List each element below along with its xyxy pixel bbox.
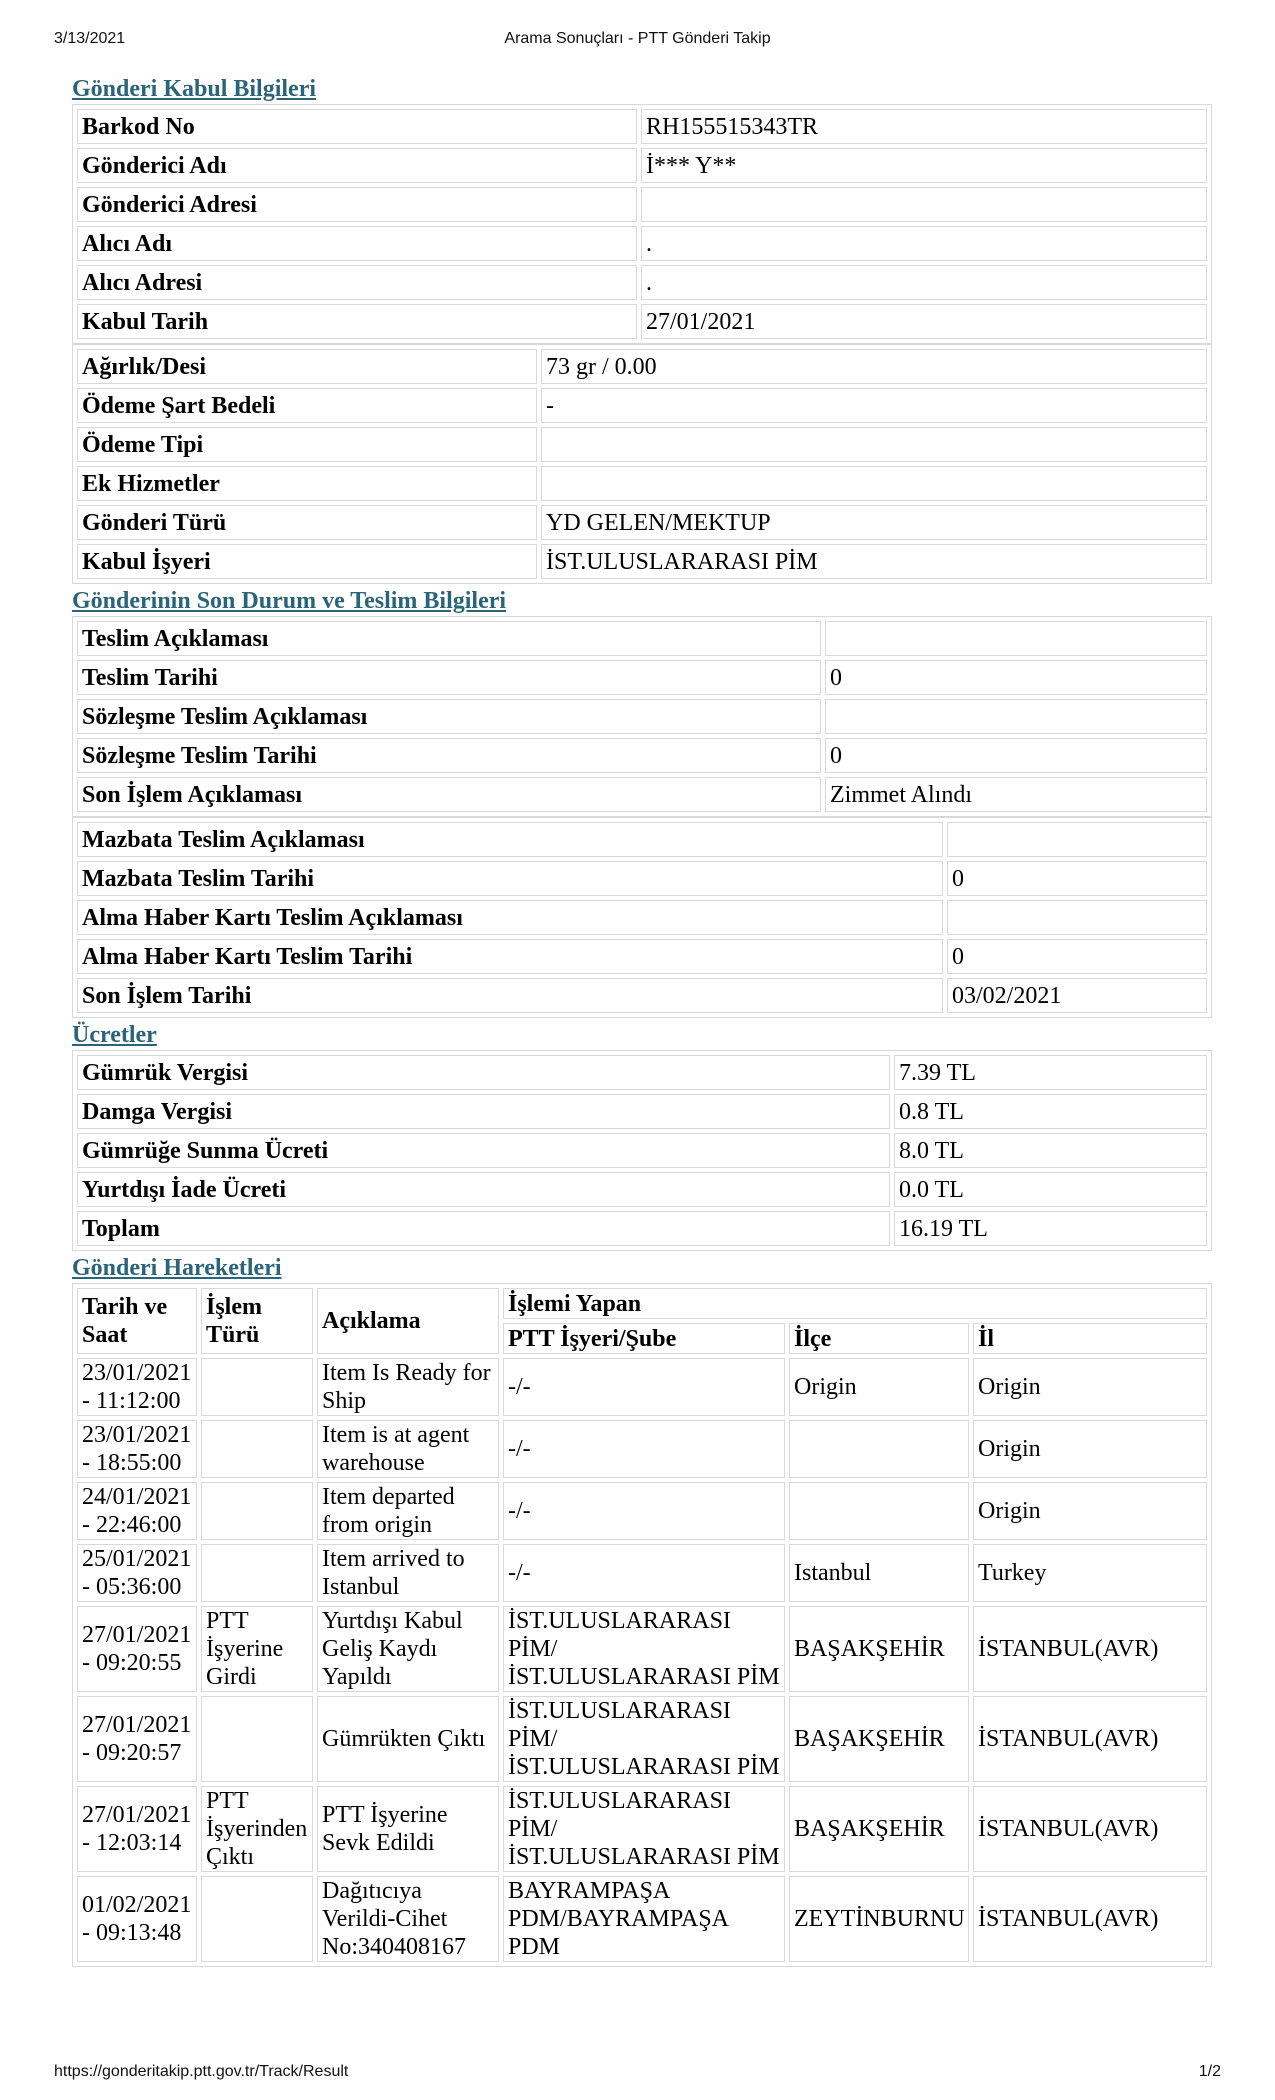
info-label: Alma Haber Kartı Teslim Tarihi (77, 939, 943, 974)
info-label: Gümrük Vergisi (77, 1055, 890, 1090)
cell-islem (201, 1482, 313, 1540)
cell-aciklama: Item is at agent warehouse (317, 1420, 499, 1478)
hareketler-section-title[interactable]: Gönderi Hareketleri (72, 1255, 282, 1281)
info-row (77, 660, 1207, 695)
cell-islem (201, 1696, 313, 1782)
table-row (77, 1420, 1207, 1478)
cell-isyeri: -/- (503, 1358, 785, 1416)
teslim-table-1 (72, 616, 1212, 817)
cell-ilce: BAŞAKŞEHİR (789, 1696, 969, 1782)
info-label: Gönderi Türü (77, 505, 537, 540)
info-label: Ödeme Şart Bedeli (77, 388, 537, 423)
kabul-section-title[interactable]: Gönderi Kabul Bilgileri (72, 76, 317, 102)
info-value: 8.0 TL (894, 1133, 1207, 1168)
info-value: 0 (947, 861, 1207, 896)
info-row (77, 1094, 1207, 1129)
teslim-table-2 (72, 817, 1212, 1018)
col-il: İl (973, 1323, 1207, 1354)
info-label: Yurtdışı İade Ücreti (77, 1172, 890, 1207)
col-yapan: İşlemi Yapan (503, 1288, 1207, 1319)
info-label: Mazbata Teslim Tarihi (77, 861, 943, 896)
cell-il: Origin (973, 1482, 1207, 1540)
cell-isyeri: -/- (503, 1420, 785, 1478)
cell-ilce: Istanbul (789, 1544, 969, 1602)
cell-islem (201, 1876, 313, 1962)
info-label: Gönderici Adı (77, 148, 637, 183)
info-label: Alıcı Adı (77, 226, 637, 261)
cell-tarih: 27/01/2021 - 12:03:14 (77, 1786, 197, 1872)
info-row (77, 109, 1207, 144)
table-row (77, 1876, 1207, 1962)
info-label: Alıcı Adresi (77, 265, 637, 300)
page-title: Arama Sonuçları - PTT Gönderi Takip (504, 30, 771, 47)
cell-ilce (789, 1420, 969, 1478)
col-isyeri: PTT İşyeri/Şube (503, 1323, 785, 1354)
info-label: Sözleşme Teslim Tarihi (77, 738, 821, 773)
info-label: Alma Haber Kartı Teslim Açıklaması (77, 900, 943, 935)
info-label: Ödeme Tipi (77, 427, 537, 462)
table-row (77, 1606, 1207, 1692)
info-value: İST.ULUSLARARASI PİM (541, 544, 1207, 579)
info-row (77, 738, 1207, 773)
cell-islem (201, 1420, 313, 1478)
info-row (77, 1211, 1207, 1246)
cell-islem: PTT İşyerinden Çıktı (201, 1786, 313, 1872)
info-value: RH155515343TR (641, 109, 1207, 144)
info-value: . (641, 265, 1207, 300)
info-value: 0.0 TL (894, 1172, 1207, 1207)
cell-il: İSTANBUL(AVR) (973, 1876, 1207, 1962)
content (72, 72, 1212, 1967)
info-row (77, 427, 1207, 462)
info-value: 7.39 TL (894, 1055, 1207, 1090)
cell-tarih: 27/01/2021 - 09:20:57 (77, 1696, 197, 1782)
cell-ilce (789, 1482, 969, 1540)
cell-il: Origin (973, 1358, 1207, 1416)
info-value: YD GELEN/MEKTUP (541, 505, 1207, 540)
cell-aciklama: PTT İşyerine Sevk Edildi (317, 1786, 499, 1872)
info-value (947, 900, 1207, 935)
cell-ilce: BAŞAKŞEHİR (789, 1786, 969, 1872)
cell-islem (201, 1358, 313, 1416)
info-row (77, 1172, 1207, 1207)
info-label: Gönderici Adresi (77, 187, 637, 222)
info-value: 0 (825, 660, 1207, 695)
info-label: Barkod No (77, 109, 637, 144)
info-value: 0 (947, 939, 1207, 974)
cell-isyeri: İST.ULUSLARARASI PİM/ İST.ULUSLARARASI PİM (503, 1606, 785, 1692)
teslim-section-title[interactable]: Gönderinin Son Durum ve Teslim Bilgileri (72, 588, 507, 614)
cell-aciklama: Item arrived to Istanbul (317, 1544, 499, 1602)
info-value: Zimmet Alındı (825, 777, 1207, 812)
hareketler-table (72, 1283, 1212, 1967)
info-label: Teslim Tarihi (77, 660, 821, 695)
info-label: Sözleşme Teslim Açıklaması (77, 699, 821, 734)
info-row (77, 900, 1207, 935)
info-row (77, 699, 1207, 734)
info-value (947, 822, 1207, 857)
info-row (77, 505, 1207, 540)
info-value: 16.19 TL (894, 1211, 1207, 1246)
info-row (77, 148, 1207, 183)
table-row (77, 1358, 1207, 1416)
cell-tarih: 27/01/2021 - 09:20:55 (77, 1606, 197, 1692)
cell-isyeri: -/- (503, 1544, 785, 1602)
page-url: https://gonderitakip.ptt.gov.tr/Track/Result (54, 2063, 349, 2080)
kabul-table-1 (72, 104, 1212, 344)
info-value: - (541, 388, 1207, 423)
info-row (77, 226, 1207, 261)
cell-il: Turkey (973, 1544, 1207, 1602)
info-value: 0.8 TL (894, 1094, 1207, 1129)
cell-aciklama: Yurtdışı Kabul Geliş Kaydı Yapıldı (317, 1606, 499, 1692)
info-row (77, 978, 1207, 1013)
info-label: Mazbata Teslim Açıklaması (77, 822, 943, 857)
cell-il: İSTANBUL(AVR) (973, 1696, 1207, 1782)
info-row (77, 349, 1207, 384)
info-label: Son İşlem Açıklaması (77, 777, 821, 812)
cell-isyeri: -/- (503, 1482, 785, 1540)
cell-aciklama: Dağıtıcıya Verildi-Cihet No:340408167 (317, 1876, 499, 1962)
cell-ilce: ZEYTİNBURNU (789, 1876, 969, 1962)
table-row (77, 1786, 1207, 1872)
info-row (77, 304, 1207, 339)
cell-aciklama: Gümrükten Çıktı (317, 1696, 499, 1782)
ucretler-section-title[interactable]: Ücretler (72, 1022, 157, 1048)
info-value: 73 gr / 0.00 (541, 349, 1207, 384)
info-value (825, 699, 1207, 734)
info-row (77, 621, 1207, 656)
cell-islem (201, 1544, 313, 1602)
info-label: Gümrüğe Sunma Ücreti (77, 1133, 890, 1168)
cell-tarih: 25/01/2021 - 05:36:00 (77, 1544, 197, 1602)
cell-islem: PTT İşyerine Girdi (201, 1606, 313, 1692)
ucretler-table (72, 1050, 1212, 1251)
info-row (77, 544, 1207, 579)
page-number: 1/2 (1198, 2063, 1221, 2080)
kabul-table-2 (72, 344, 1212, 584)
info-value: 0 (825, 738, 1207, 773)
info-value (541, 427, 1207, 462)
info-value (641, 187, 1207, 222)
info-row (77, 777, 1207, 812)
info-value: İ*** Y** (641, 148, 1207, 183)
col-ilce: İlçe (789, 1323, 969, 1354)
info-row (77, 1133, 1207, 1168)
info-row (77, 466, 1207, 501)
info-value: . (641, 226, 1207, 261)
col-tarih: Tarih ve Saat (77, 1288, 197, 1354)
info-value (825, 621, 1207, 656)
info-row (77, 265, 1207, 300)
cell-isyeri: İST.ULUSLARARASI PİM/ İST.ULUSLARARASI PİM (503, 1696, 785, 1782)
cell-tarih: 24/01/2021 - 22:46:00 (77, 1482, 197, 1540)
cell-aciklama: Item departed from origin (317, 1482, 499, 1540)
cell-il: Origin (973, 1420, 1207, 1478)
cell-ilce: Origin (789, 1358, 969, 1416)
info-value: 27/01/2021 (641, 304, 1207, 339)
info-label: Toplam (77, 1211, 890, 1246)
info-row (77, 1055, 1207, 1090)
info-value: 03/02/2021 (947, 978, 1207, 1013)
cell-isyeri: BAYRAMPAŞA PDM/BAYRAMPAŞA PDM (503, 1876, 785, 1962)
info-label: Teslim Açıklaması (77, 621, 821, 656)
info-label: Damga Vergisi (77, 1094, 890, 1129)
info-label: Kabul Tarih (77, 304, 637, 339)
cell-aciklama: Item Is Ready for Ship (317, 1358, 499, 1416)
info-row (77, 187, 1207, 222)
cell-tarih: 23/01/2021 - 18:55:00 (77, 1420, 197, 1478)
col-aciklama: Açıklama (317, 1288, 499, 1354)
cell-tarih: 01/02/2021 - 09:13:48 (77, 1876, 197, 1962)
print-date: 3/13/2021 (54, 30, 126, 47)
info-row (77, 822, 1207, 857)
col-islem: İşlem Türü (201, 1288, 313, 1354)
cell-il: İSTANBUL(AVR) (973, 1606, 1207, 1692)
info-row (77, 388, 1207, 423)
info-value (541, 466, 1207, 501)
info-label: Son İşlem Tarihi (77, 978, 943, 1013)
table-row (77, 1696, 1207, 1782)
table-row (77, 1482, 1207, 1540)
cell-ilce: BAŞAKŞEHİR (789, 1606, 969, 1692)
info-row (77, 939, 1207, 974)
info-label: Kabul İşyeri (77, 544, 537, 579)
info-label: Ağırlık/Desi (77, 349, 537, 384)
cell-isyeri: İST.ULUSLARARASI PİM/ İST.ULUSLARARASI PİM (503, 1786, 785, 1872)
cell-il: İSTANBUL(AVR) (973, 1786, 1207, 1872)
cell-tarih: 23/01/2021 - 11:12:00 (77, 1358, 197, 1416)
info-row (77, 861, 1207, 896)
info-label: Ek Hizmetler (77, 466, 537, 501)
table-row (77, 1544, 1207, 1602)
